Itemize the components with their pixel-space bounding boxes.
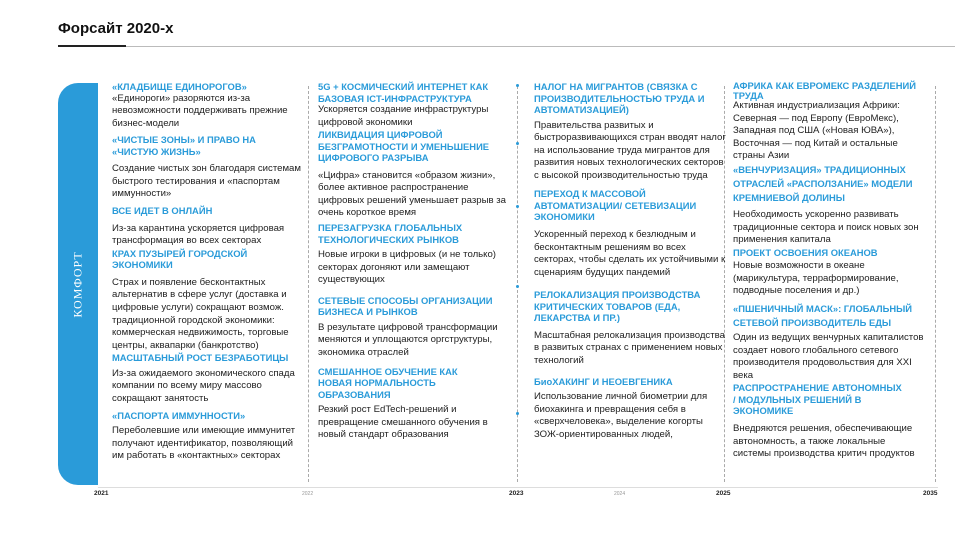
timeline-marker [516, 412, 519, 415]
trend-block [733, 163, 925, 247]
trend-text: Масштабная релокализация производства в развитых странах с применением новых технологий [534, 329, 725, 367]
trend-block [318, 129, 510, 220]
trend-block [318, 366, 510, 442]
timeline-marker [516, 142, 519, 145]
page-title: Форсайт 2020-х [58, 20, 174, 37]
trend-text: Страх и появление бесконтактных альтернатив в сфере услуг (доставка и цифровые услуги) сокращают возмож. традиционной городской экономики: коммерческая недвижимость, торговые центры, аквапарки (банкротство) [112, 276, 289, 351]
side-tab-label: КОМФОРТ [70, 250, 85, 318]
trend-heading: АФРИКА КАК ЕВРОМЕКС РАЗДЕЛЕНИЙ ТРУДА [733, 80, 917, 101]
trend-heading: «КЛАДБИЩЕ ЕДИНОРОГОВ» [112, 81, 247, 92]
trend-text: Необходимость ускоренно развивать традиционные сектора и поиск новых зон применения капитала [733, 208, 919, 246]
trend-block [112, 410, 304, 463]
title-accent-line [58, 45, 126, 47]
trend-block [534, 81, 726, 182]
trend-text: Использование личной биометрии для биохакинга и превращения себя в «сверхчеловека», выделение когорты ЗОЖ-ориентированных людей, [534, 391, 708, 440]
trend-block [534, 376, 726, 442]
trend-text: Новые возможности в океане (марикультура, терраформирование, подводные поселения и др.) [733, 260, 899, 297]
trend-heading: НАЛОГ НА МИГРАНТОВ (СВЯЗКА С ПРОИЗВОДИТЕЛЬНОСТЬЮ ТРУДА И АВТОМАТИЗАЦИЕЙ) [534, 81, 705, 115]
trend-text: «Цифра» становится «образом жизни», более активное распространение цифровых решений уменьшает разрыв за очень короткое время [318, 169, 506, 219]
trend-heading: «ПШЕНИЧНЫЙ МАСК»: ГЛОБАЛЬНЫЙ СЕТЕВОЙ ПРОИЗВОДИТЕЛЬ ЕДЫ [733, 303, 913, 329]
trend-heading: РАСПРОСТРАНЕНИЕ АВТОНОМНЫХ / МОДУЛЬНЫХ РЕШЕНИЙ В ЭКОНОМИКЕ [733, 382, 902, 417]
year-label: 2023 [509, 490, 524, 497]
column-4 [733, 81, 925, 465]
trend-text: «Единороги» разоряются из-за невозможности поддерживать прежние бизнес-модели [112, 92, 288, 129]
trend-block [112, 352, 304, 405]
trend-heading: ЛИКВИДАЦИЯ ЦИФРОВОЙ БЕЗГРАМОТНОСТИ И УМЕНЬШЕНИЕ ЦИФРОВОГО РАЗРЫВА [318, 129, 490, 164]
timeline-divider [308, 86, 309, 482]
trend-heading: ВСЕ ИДЕТ В ОНЛАЙН [112, 205, 213, 217]
trend-block [733, 382, 925, 460]
trend-block [112, 134, 304, 201]
trend-heading: СЕТЕВЫЕ СПОСОБЫ ОРГАНИЗАЦИИ БИЗНЕСА И РЫНКОВ [318, 294, 493, 318]
trend-block [534, 289, 726, 367]
trend-text: Внедряются решения, обеспечивающие автономность, а также локальные системы производства критич продуктов [733, 422, 915, 460]
year-label: 2025 [716, 490, 731, 497]
trend-block [733, 247, 925, 298]
timeline-divider [517, 86, 518, 482]
trend-heading: МАСШТАБНЫЙ РОСТ БЕЗРАБОТИЦЫ [112, 352, 289, 364]
trend-block [733, 81, 925, 163]
title-divider [58, 46, 955, 47]
trend-heading: «ЧИСТЫЕ ЗОНЫ» И ПРАВО НА «ЧИСТУЮ ЖИЗНЬ» [112, 134, 256, 157]
timeline-marker [516, 285, 519, 288]
trend-block [534, 188, 726, 279]
trend-heading: «ВЕНЧУРИЗАЦИЯ» ТРАДИЦИОННЫХ ОТРАСЛЕЙ «РАСПОЛЗАНИЕ» МОДЕЛИ КРЕМНИЕВОЙ ДОЛИНЫ [733, 163, 913, 203]
trend-heading: ПРОЕКТ ОСВОЕНИЯ ОКЕАНОВ [733, 246, 878, 258]
trend-heading: 5G + КОСМИЧЕСКИЙ ИНТЕРНЕТ КАК БАЗОВАЯ ICT-ИНФРАСТРУКТУРА [318, 81, 489, 104]
trend-text: Активная индустриализация Африки: Северная — под Европу (ЕвроМекс), Западная под США («Новая ЮВА»), Восточная — под Китай и остальные страны Азии [733, 100, 900, 162]
trend-text: Правительства развитых и быстроразвивающихся стран вводят налог на использование труда мигрантов для развития новых технологических секторов с высокой производительностью труда [534, 119, 726, 181]
trend-text: Создание чистых зон благодаря системам быстрого тестирования и «паспортам иммунности» [112, 163, 301, 200]
trend-heading: ПЕРЕЗАГРУЗКА ГЛОБАЛЬНЫХ ТЕХНОЛОГИЧЕСКИХ РЫНКОВ [318, 222, 463, 245]
column-3 [534, 81, 726, 446]
trend-heading: РЕЛОКАЛИЗАЦИЯ ПРОИЗВОДСТВА КРИТИЧЕСКИХ ТОВАРОВ (ЕДА, ЛЕКАРСТВА И ПР.) [534, 289, 701, 324]
trend-block [112, 205, 304, 248]
timeline-marker [516, 84, 519, 87]
trend-block [112, 248, 304, 353]
column-1 [112, 81, 304, 467]
year-label: 2024 [614, 491, 626, 497]
trend-text: Резкий рост EdTech-решений и превращение смешанного обучения в новый стандарт образования [318, 404, 488, 441]
trend-text: Ускоряется создание инфраструктуры цифровой экономики [318, 104, 489, 128]
trend-text: Ускоренный переход к безлюдным и бесконтактным решениям во всех секторах, чтобы сделать их устойчивыми к сценариям будущих пандемий [534, 228, 726, 278]
year-label: 2021 [94, 490, 109, 497]
trend-block [318, 222, 510, 287]
trend-heading: СМЕШАННОЕ ОБУЧЕНИЕ КАК НОВАЯ НОРМАЛЬНОСТЬ ОБРАЗОВАНИЯ [318, 365, 458, 400]
trend-text: Из-за ожидаемого экономического спада компании по всему миру массово сокращают занятость [112, 367, 295, 404]
trend-text: Один из ведущих венчурных капиталистов создает нового глобального сетевого производителя продовольствия для XXI века [733, 332, 924, 381]
trend-text: Из-за карантина ускоряется цифровая трансформация во всех секторах [112, 222, 285, 247]
trend-heading: БиоХАКИНГ И НЕОЕВГЕНИКА [534, 375, 673, 387]
trend-text: Переболевшие или имеющие иммунитет получают идентификатор, позволяющий им работать в «контактных» секторах [112, 425, 296, 462]
timeline-axis [98, 487, 938, 488]
timeline-divider [935, 86, 936, 482]
trend-text: В результате цифровой трансформации меняются и уплощаются оргструктуры, экономика отраслей [318, 321, 498, 359]
trend-heading: КРАХ ПУЗЫРЕЙ ГОРОДСКОЙ ЭКОНОМИКИ [112, 247, 248, 271]
trend-text: Новые игроки в цифровых (и не только) секторах догоняют или замещают существующих [318, 249, 497, 286]
trend-block [318, 295, 510, 360]
trend-block [318, 81, 510, 129]
year-label: 2035 [923, 490, 938, 497]
trend-block [733, 302, 925, 382]
year-label: 2022 [302, 491, 314, 497]
trend-block [112, 81, 304, 130]
side-tab [58, 83, 98, 485]
column-2 [318, 81, 510, 446]
timeline-marker [516, 205, 519, 208]
trend-heading: ПЕРЕХОД К МАССОВОЙ АВТОМАТИЗАЦИИ/ СЕТЕВИЗАЦИИ ЭКОНОМИКИ [534, 188, 697, 223]
trend-heading: «ПАСПОРТА ИММУННОСТИ» [112, 409, 246, 421]
